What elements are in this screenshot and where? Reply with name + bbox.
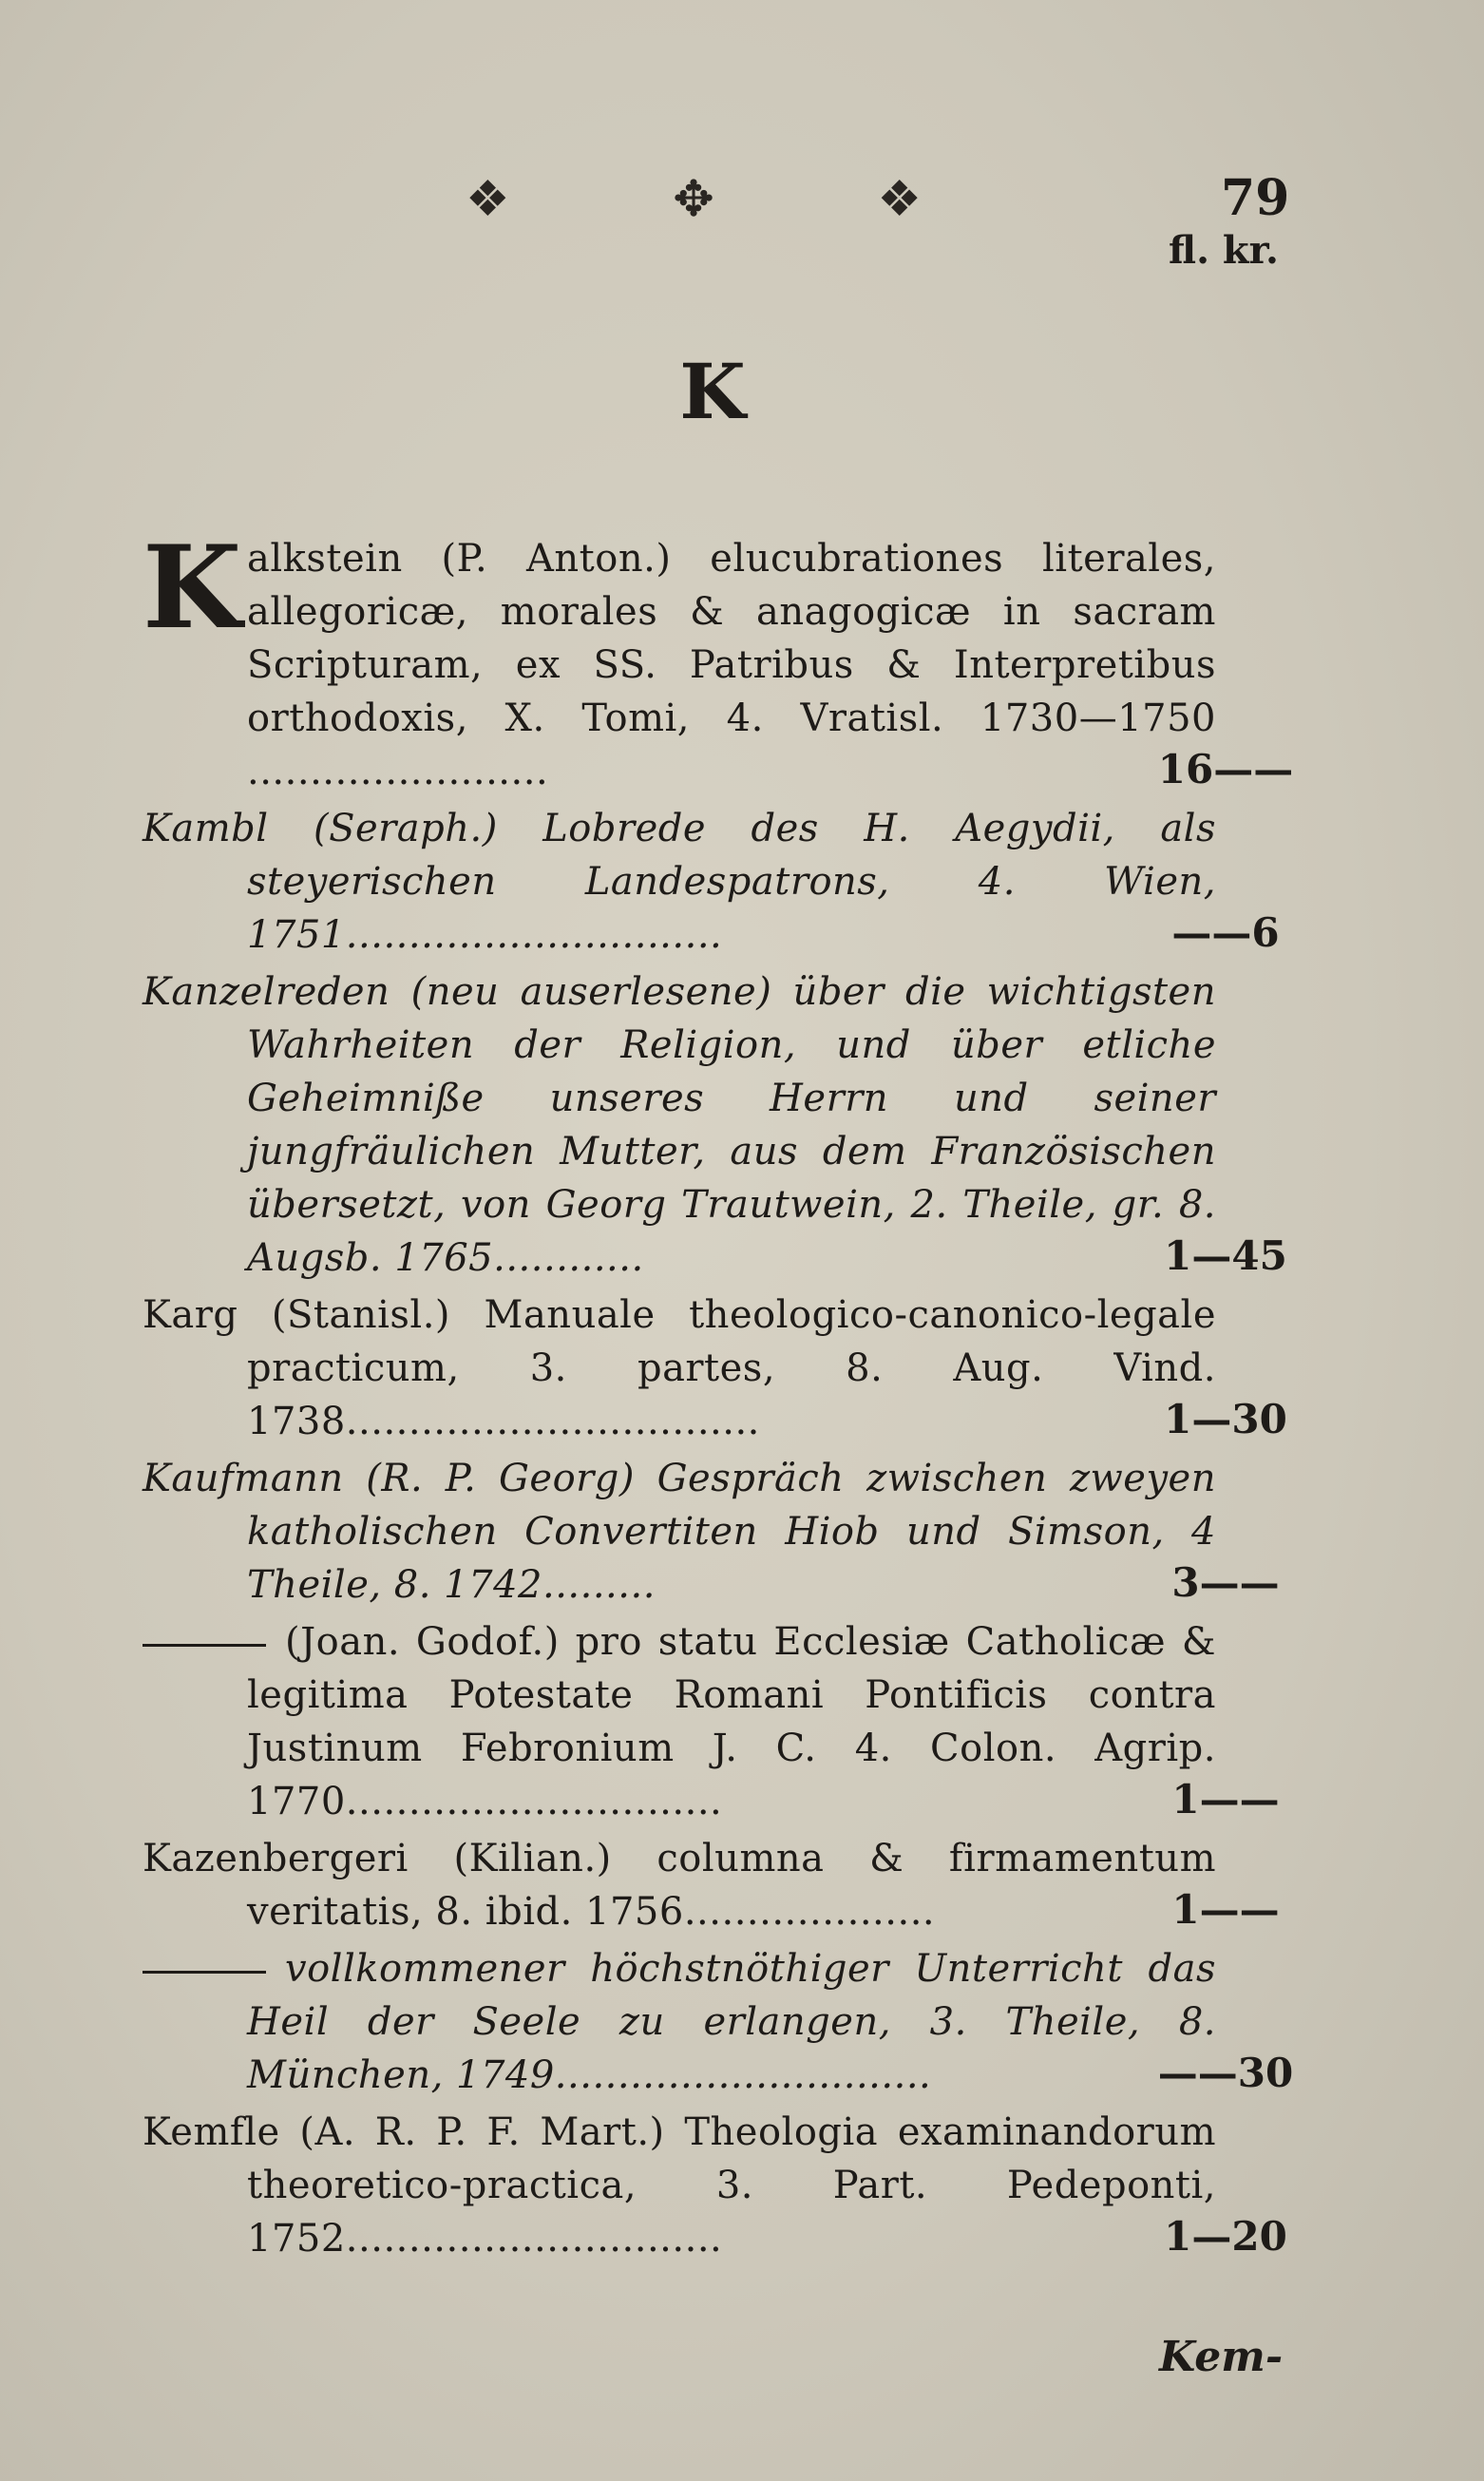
catalog-entries	[143, 521, 1321, 2269]
entry-price: 16——	[1157, 746, 1294, 792]
entry-text: Kaufmann (R. P. Georg) Gespräch zwischen zweyen katholischen Convertiten Hiob und Simson, 4 Theile, 8. 1742.........	[143, 1457, 1216, 1607]
currency-header: fl. kr.	[1169, 228, 1279, 273]
ornament-left-icon: ❖	[466, 171, 510, 228]
section-letter: K	[679, 347, 746, 436]
entry-price: ——6	[1171, 909, 1280, 956]
catalog-entry	[143, 521, 1321, 798]
entry-text	[143, 1942, 1216, 2102]
entry-text: Kazenbergeri (Kilian.) columna & firmamentum veritatis, 8. ibid. 1756....................	[143, 1837, 1216, 1934]
catalog-entry	[143, 802, 1321, 962]
entry-text: alkstein (P. Anton.) elucubrationes literales, allegoricæ, morales & anagogicæ in sacram Scripturam, ex SS. Patribus & Interpretibus orthodoxis, X. Tomi, 4. Vratisl. 1730—1750 ........................	[247, 537, 1216, 793]
ditto-dash	[143, 1644, 266, 1647]
header-ornaments	[466, 171, 922, 228]
entry-price: 1——	[1171, 1886, 1280, 1933]
entry-text: Kanzelreden (neu auserlesene) über die wichtigsten Wahrheiten der Religion, und über etliche Geheimniße unseres Herrn und seiner jungfräulichen Mutter, aus dem Französischen übersetzt, von Georg Trautwein, 2. Theile, gr. 8. Augsb. 1765............	[143, 970, 1216, 1280]
catalog-entry	[143, 1288, 1321, 1448]
entry-text: Kemfle (A. R. P. F. Mart.) Theologia examinandorum theoretico-practica, 3. Part. Pedeponti, 1752..............................	[143, 2110, 1216, 2261]
entry-price: 1—45	[1164, 1232, 1287, 1279]
entry-price: 3——	[1171, 1559, 1280, 1606]
entry-text-body: vollkommener höchstnöthiger Unterricht das Heil der Seele zu erlangen, 3. Theile, 8. München, 1749..............................	[247, 1947, 1216, 2097]
entry-text: Karg (Stanisl.) Manuale theologico-canonico-legale practicum, 3. partes, 8. Aug. Vind. 1738.................................	[143, 1293, 1216, 1443]
entry-text	[143, 1615, 1216, 1828]
page-number: 79	[1221, 169, 1290, 227]
catalog-entry	[143, 1832, 1321, 1938]
ditto-dash	[143, 1971, 266, 1974]
catalog-entry	[143, 965, 1321, 1285]
catalog-entry	[143, 1942, 1321, 2102]
catalog-entry	[143, 2106, 1321, 2265]
entry-text-body: (Joan. Godof.) pro statu Ecclesiæ Catholicæ & legitima Potestate Romani Pontificis contra Justinum Febronium J. C. 4. Colon. Agrip. 1770..............................	[247, 1620, 1216, 1823]
entry-price: 1—20	[1164, 2213, 1287, 2260]
entry-price: 1——	[1171, 1776, 1280, 1823]
ornament-right-icon: ❖	[877, 171, 922, 228]
catchword: Kem-	[1159, 2333, 1284, 2381]
entry-price: ——30	[1157, 2050, 1294, 2096]
catalog-entry	[143, 1615, 1321, 1828]
entry-price: 1—30	[1164, 1396, 1287, 1442]
catalog-entry	[143, 1452, 1321, 1612]
drop-cap: K	[143, 521, 242, 655]
entry-text: Kambl (Seraph.) Lobrede des H. Aegydii, als steyerischen Landespatrons, 4. Wien, 1751..............................	[143, 807, 1216, 957]
ornament-center-icon: ✥	[673, 171, 714, 228]
